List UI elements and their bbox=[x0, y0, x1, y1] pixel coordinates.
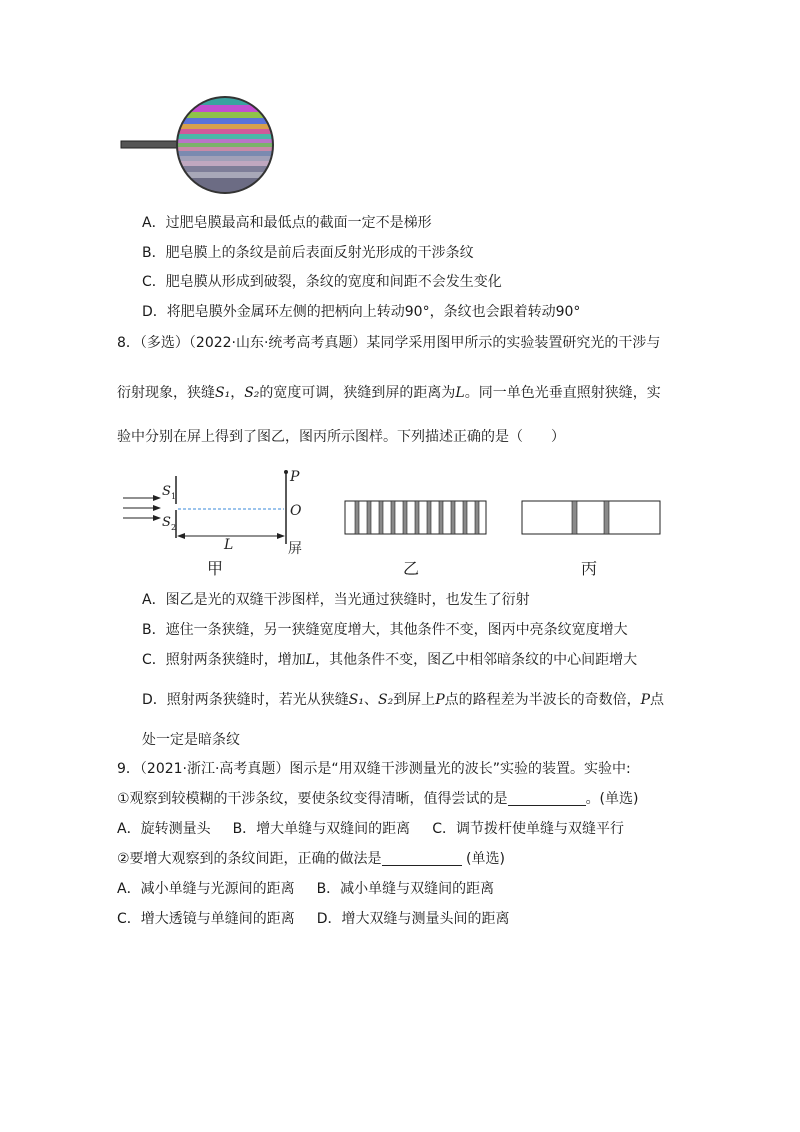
q9-sub1-option-a: A．旋转测量头 bbox=[117, 821, 211, 837]
q8-option-b: B．遮住一条狭缝，另一狭缝宽度增大，其他条件不变，图丙中亮条纹宽度增大 bbox=[142, 622, 628, 638]
option-text: ，其他条件不变，图乙中相邻暗条纹的中心间距增大 bbox=[315, 652, 638, 668]
figure-bing-pattern bbox=[518, 498, 664, 538]
q9-sub2-text: ②要增大观察到的条纹间距，正确的做法是 bbox=[117, 851, 382, 867]
fig-s2-sub: 2 bbox=[171, 523, 177, 532]
caption-yi: 乙 bbox=[403, 561, 420, 578]
q8-option-c bbox=[142, 650, 637, 670]
q9-sub2-option-c: C．增大透镜与单缝间的距离 bbox=[117, 911, 295, 927]
caption-bing: 丙 bbox=[581, 561, 598, 578]
q9-sub2-note: (单选) bbox=[466, 851, 505, 867]
q8-stem-text: 的宽度可调，狭缝到屏的距离为 bbox=[259, 385, 456, 401]
q8-stem-text: 。同一单色光垂直照射狭缝，实 bbox=[464, 385, 661, 401]
q9-sub1-text: ①观察到较模糊的干涉条纹，要使条纹变得清晰，值得尝试的是 bbox=[117, 791, 508, 807]
fig-l-label: L bbox=[224, 537, 234, 553]
answer-blank[interactable] bbox=[382, 851, 462, 866]
q8-option-d bbox=[142, 690, 664, 710]
caption-jia: 甲 bbox=[207, 561, 224, 578]
slit-s1-label: S₁ bbox=[348, 692, 364, 708]
figure-yi-pattern bbox=[340, 498, 492, 538]
q8-stem-text: 衍射现象，狭缝 bbox=[117, 385, 215, 401]
q9-sub2-option-b: B．减小单缝与双缝间的距离 bbox=[316, 881, 495, 897]
option-text: 点 bbox=[650, 692, 665, 708]
option-text: D．照射两条狭缝时，若光从狭缝 bbox=[142, 692, 349, 708]
answer-blank[interactable] bbox=[508, 791, 586, 806]
q9-sub1-option-b: B．增大单缝与双缝间的距离 bbox=[232, 821, 411, 837]
q9-sub1-options bbox=[117, 819, 624, 839]
fig-screen-label: 屏 bbox=[288, 541, 302, 557]
q8-option-d-continued: 处一定是暗条纹 bbox=[142, 732, 240, 748]
soap-film-image bbox=[118, 96, 288, 196]
q7-option-d: D．将肥皂膜外金属环左侧的把柄向上转动90°，条纹也会跟着转动90° bbox=[142, 304, 581, 320]
q9-sub2-option-a: A．减小单缝与光源间的距离 bbox=[117, 881, 295, 897]
fig-s2-label: S bbox=[162, 515, 171, 530]
fig-o-label: O bbox=[290, 503, 302, 519]
q9-sub2-options-row1 bbox=[117, 879, 494, 899]
q8-stem-line2 bbox=[117, 383, 661, 403]
slit-s2-label: S₂ bbox=[244, 385, 260, 401]
q9-stem: 9．（2021·浙江·高考真题）图示是“用双缝干涉测量光的波长”实验的装置。实验中: bbox=[117, 761, 631, 777]
option-text: 点的路程差为半波长的奇数倍， bbox=[444, 692, 641, 708]
distance-l-label: L bbox=[455, 385, 465, 401]
slit-s1-label: S₁ bbox=[215, 385, 231, 401]
q9-sub2-option-d: D．增大双缝与测量头间的距离 bbox=[316, 911, 510, 927]
q9-sub1 bbox=[117, 789, 639, 809]
distance-l-label: L bbox=[305, 652, 316, 668]
option-text: 到屏上 bbox=[393, 692, 436, 708]
slit-s2-label: S₂ bbox=[377, 692, 394, 708]
option-text: C．照射两条狭缝时，增加 bbox=[142, 652, 306, 668]
point-p-label: P bbox=[640, 692, 651, 708]
separator: ， bbox=[230, 385, 245, 401]
q9-sub2-options-row2 bbox=[117, 909, 510, 929]
q7-option-c: C．肥皂膜从形成到破裂，条纹的宽度和间距不会发生变化 bbox=[142, 274, 502, 290]
point-p-label: P bbox=[435, 692, 445, 708]
separator: 、 bbox=[363, 692, 378, 708]
q8-stem-line1: 8．（多选）（2022·山东·统考高考真题）某同学采用图甲所示的实验装置研究光的干涉与 bbox=[117, 335, 661, 351]
fig-s1-label: S bbox=[162, 484, 171, 499]
q8-option-a: A．图乙是光的双缝干涉图样，当光通过狭缝时，也发生了衍射 bbox=[142, 592, 530, 608]
q9-sub1-note: 。(单选) bbox=[585, 791, 639, 807]
fig-p-label: P bbox=[290, 469, 300, 485]
fig-s1-sub: 1 bbox=[171, 492, 177, 501]
q9-sub2 bbox=[117, 849, 505, 869]
q8-stem-line3: 验中分别在屏上得到了图乙，图丙所示图样。下列描述正确的是（ ） bbox=[117, 429, 565, 445]
q9-sub1-option-c: C．调节拨杆使单缝与双缝平行 bbox=[432, 821, 624, 837]
q7-option-b: B．肥皂膜上的条纹是前后表面反射光形成的干涉条纹 bbox=[142, 245, 474, 261]
q7-option-a: A．过肥皂膜最高和最低点的截面一定不是梯形 bbox=[142, 215, 432, 231]
